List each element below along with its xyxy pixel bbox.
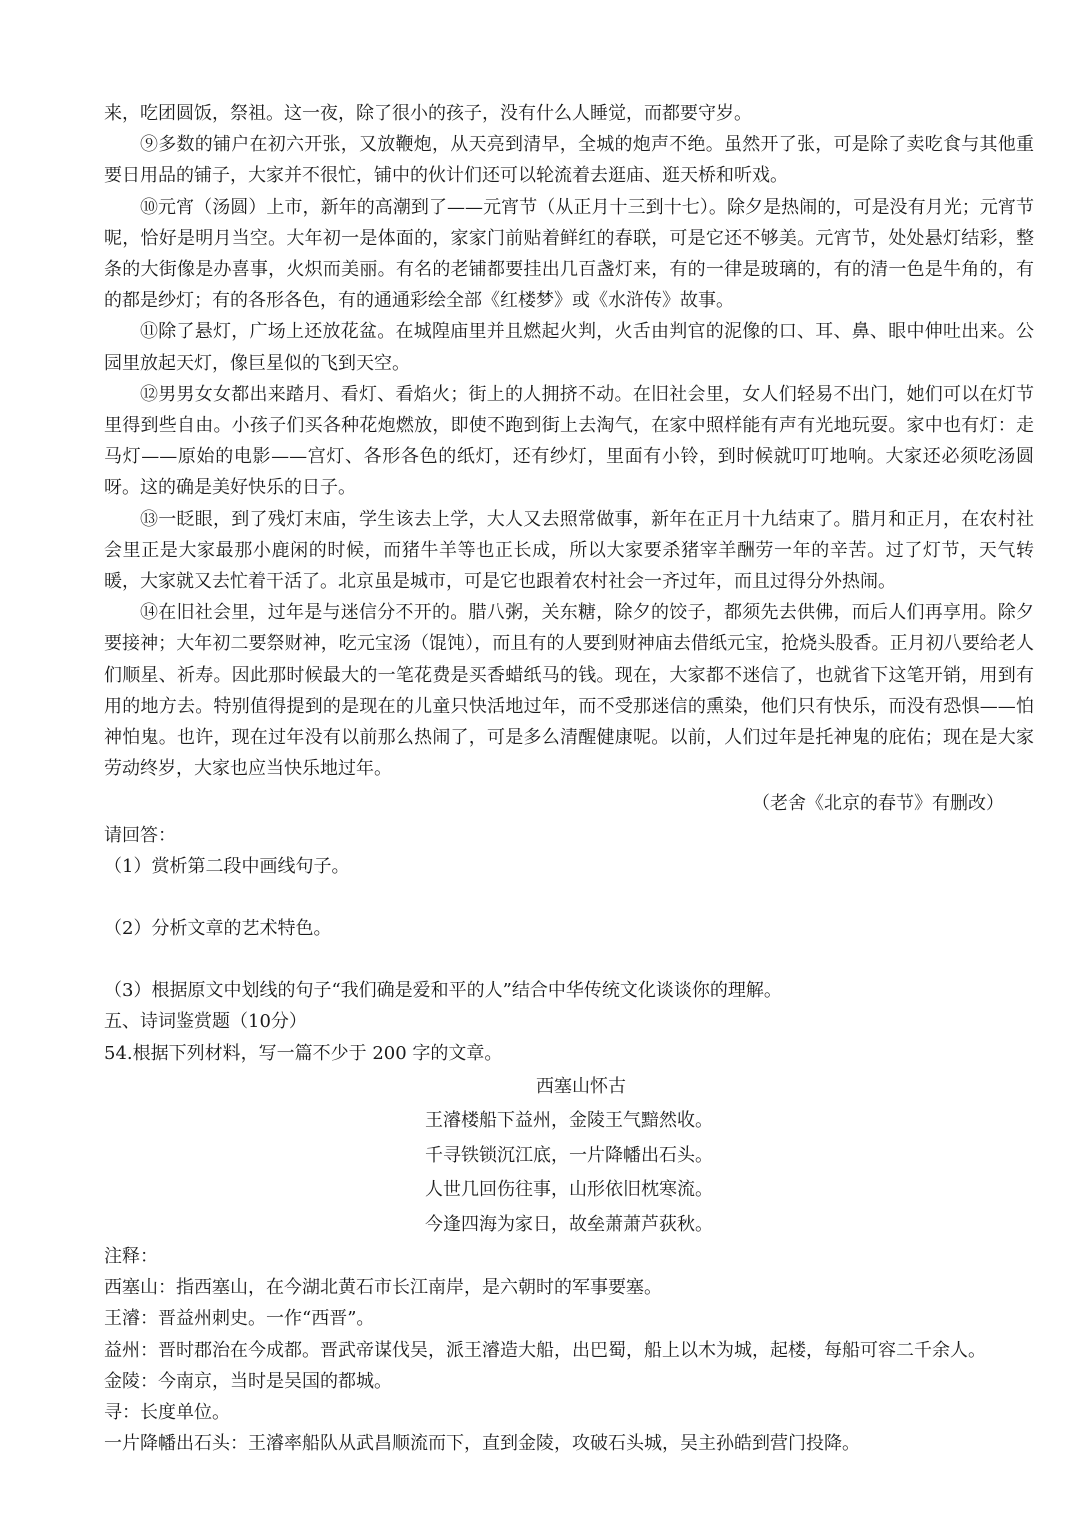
note-item: 益州：晋时郡治在今成都。晋武帝谋伐吴，派王濬造大船，出巴蜀，船上以木为城，起楼，每船可容二千余人。 — [104, 1339, 986, 1361]
exam-page — [104, 98, 1034, 1459]
questions-heading: 请回答： — [104, 824, 176, 846]
note-item: 金陵：今南京，当时是吴国的都城。 — [104, 1370, 392, 1392]
question-2: （2）分析文章的艺术特色。 — [104, 918, 332, 940]
paragraph-14: ⑭在旧社会里，过年是与迷信分不开的。腊八粥，关东糖，除夕的饺子，都须先去供佛，而后人们再享用。除夕要接神；大年初二要祭财神，吃元宝汤（馄饨），而且有的人要到财神庙去借纸元宝，抢烧头股香。正月初八要给老人们顺星、祈寿。因此那时候最大的一笔花费是买香蜡纸马的钱。现在，大家都不迷信了，也就省下这笔开销，用到有用的地方去。特别值得提到的是现在的儿童只快活地过年，而不受那迷信的熏染，他们只有快乐，而没有恐惧——怕神怕鬼。也许，现在过年没有以前那么热闹了，可是多么清醒健康呢。以前，人们过年是托神鬼的庇佑；现在是大家劳动终岁，大家也应当快乐地过年。 — [104, 602, 1034, 780]
paragraph-13: ⑬一眨眼，到了残灯末庙，学生该去上学，大人又去照常做事，新年在正月十九结束了。腊月和正月，在农村社会里正是大家最那小鹿闲的时候，而猪牛羊等也正长成，所以大家要杀猪宰羊酬劳一年的辛苦。过了灯节，天气转暖，大家就又去忙着干活了。北京虽是城市，可是它也跟着农村社会一齐过年，而且过得分外热闹。 — [104, 508, 1034, 593]
note-item: 一片降幡出石头：王濬率船队从武昌顺流而下，直到金陵，攻破石头城，吴主孙皓到营门投降。 — [104, 1433, 860, 1455]
paragraph-10: ⑩元宵（汤圆）上市，新年的高潮到了——元宵节（从正月十三到十七）。除夕是热闹的，可是没有月光；元宵节呢，恰好是明月当空。大年初一是体面的，家家门前贴着鲜红的春联，可是它还不够美。元宵节，处处悬灯结彩，整条的大街像是办喜事，火炽而美丽。有名的老铺都要挂出几百盏灯来，有的一律是玻璃的，有的清一色是牛角的，有的都是纱灯；有的各形各色，有的通通彩绘全部《红楼梦》或《水浒传》故事。 — [104, 196, 1034, 312]
notes-heading: 注释： — [104, 1245, 158, 1267]
poem-line: 人世几回伤往事，山形依旧枕寒流。 — [425, 1179, 713, 1201]
poem-title: 西塞山怀古 — [536, 1075, 626, 1097]
note-item: 寻：长度单位。 — [104, 1401, 230, 1423]
question-1: （1）赏析第二段中画线句子。 — [104, 855, 350, 877]
poem-line: 今逢四海为家日，故垒萧萧芦荻秋。 — [425, 1213, 713, 1235]
notes-block — [104, 1241, 1034, 1459]
section-5-task: 54.根据下列材料，写一篇不少于 200 字的文章。 — [104, 1042, 503, 1064]
questions-block — [104, 820, 1034, 1007]
poem-line: 王濬楼船下益州，金陵王气黯然收。 — [425, 1110, 713, 1132]
paragraph-12: ⑫男男女女都出来踏月、看灯、看焰火；街上的人拥挤不动。在旧社会里，女人们轻易不出门，她们可以在灯节里得到些自由。小孩子们买各种花炮燃放，即使不跑到街上去淘气，在家中照样能有声有光地玩耍。家中也有灯：走马灯——原始的电影——宫灯、各形各色的纸灯，还有纱灯，里面有小铃，到时候就叮叮地响。大家还必须吃汤圆呀。这的确是美好快乐的日子。 — [104, 383, 1034, 499]
poem-block — [104, 1071, 1034, 1241]
article-source: （老舍《北京的春节》有删改） — [752, 793, 1004, 815]
article-body — [104, 98, 1034, 820]
question-3: （3）根据原文中划线的句子“我们确是爱和平的人”结合中华传统文化谈谈你的理解。 — [104, 980, 782, 1002]
note-item: 王濬：晋益州刺史。一作“西晋”。 — [104, 1308, 375, 1330]
section-5-title: 五、诗词鉴赏题（10分） — [104, 1011, 307, 1033]
poem-line: 千寻铁锁沉江底，一片降幡出石头。 — [425, 1144, 713, 1166]
paragraph-11: ⑪除了悬灯，广场上还放花盆。在城隍庙里并且燃起火判，火舌由判官的泥像的口、耳、鼻、眼中伸吐出来。公园里放起天灯，像巨星似的飞到天空。 — [104, 321, 1034, 374]
section-5 — [104, 1006, 1034, 1068]
note-item: 西塞山：指西塞山，在今湖北黄石市长江南岸，是六朝时的军事要塞。 — [104, 1277, 662, 1299]
paragraph-9: ⑨多数的铺户在初六开张，又放鞭炮，从天亮到清早，全城的炮声不绝。虽然开了张，可是除了卖吃食与其他重要日用品的铺子，大家并不很忙，铺中的伙计们还可以轮流着去逛庙、逛天桥和听戏。 — [104, 134, 1034, 187]
paragraph-8-tail: 来，吃团圆饭，祭祖。这一夜，除了很小的孩子，没有什么人睡觉，而都要守岁。 — [104, 103, 752, 124]
